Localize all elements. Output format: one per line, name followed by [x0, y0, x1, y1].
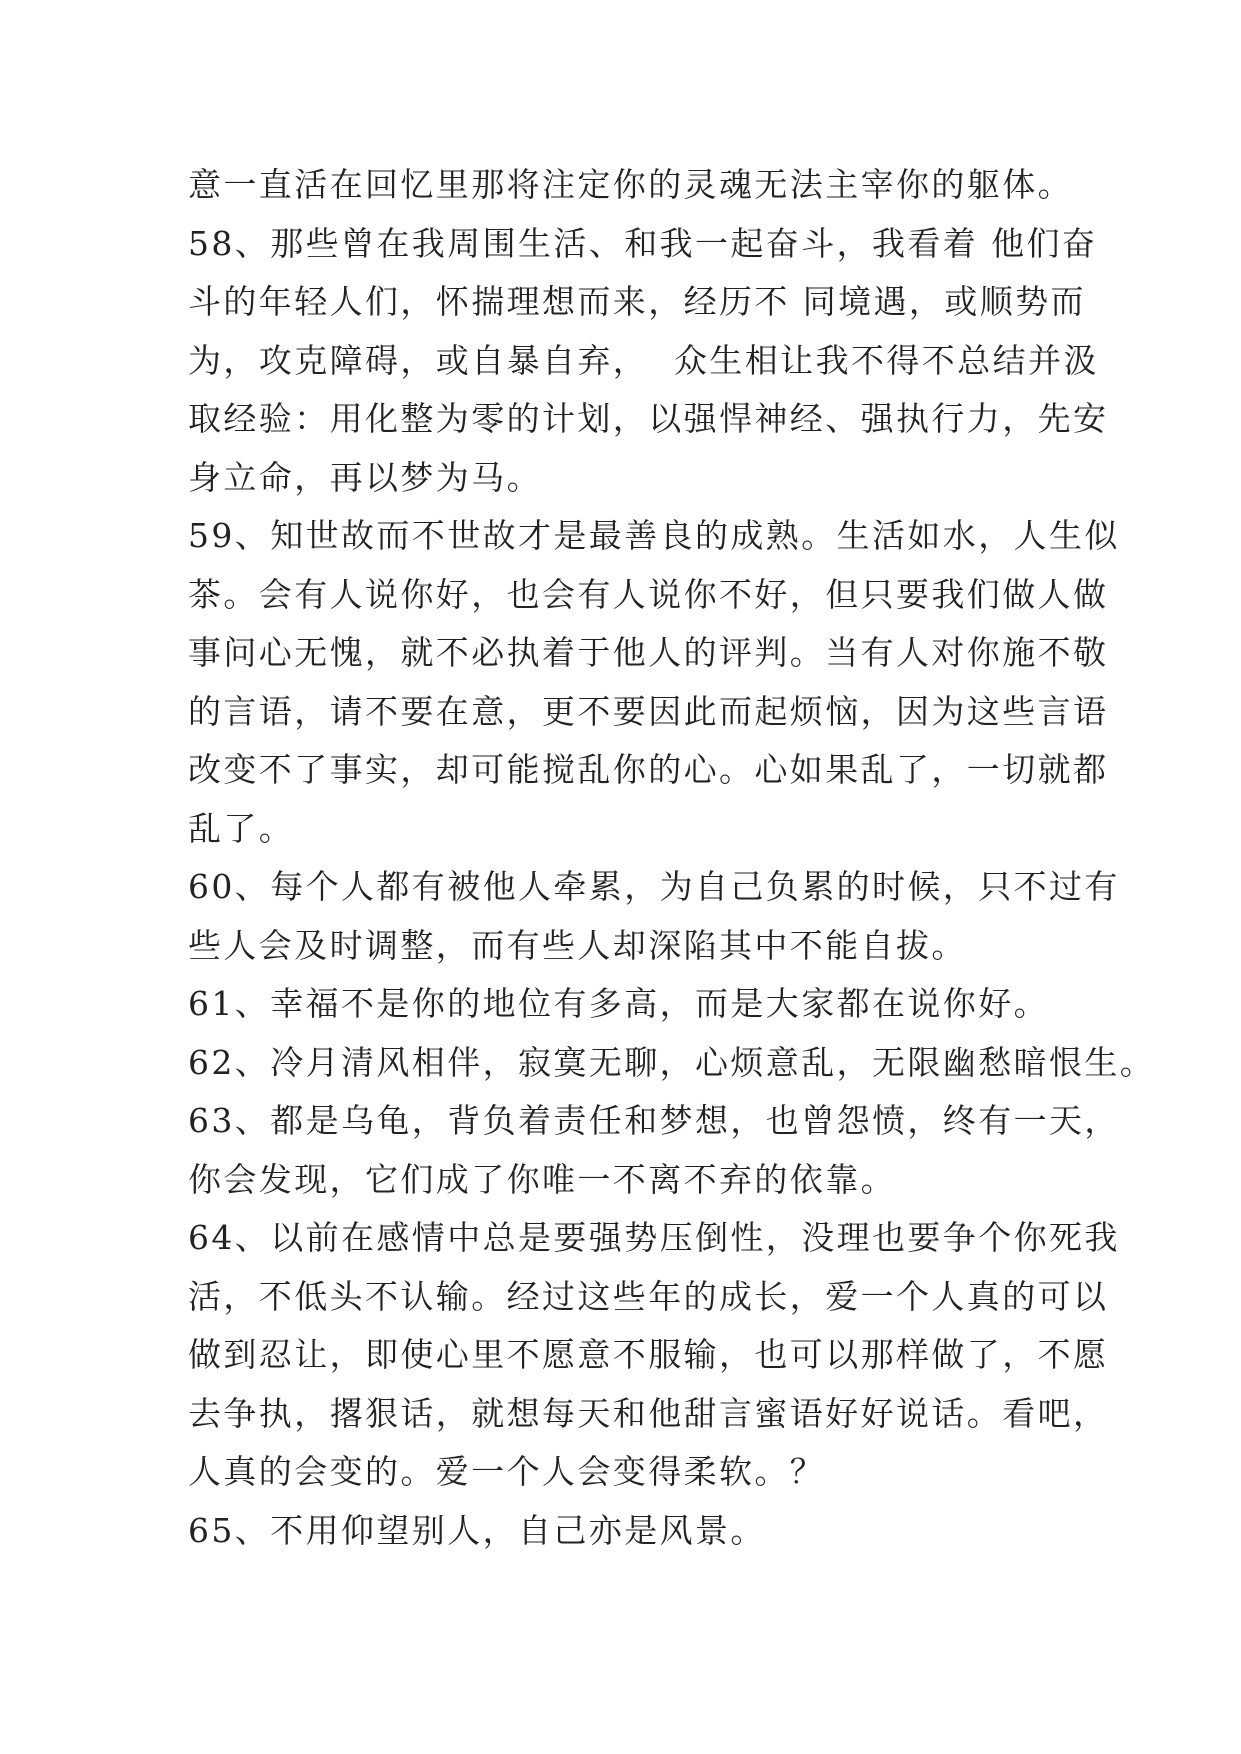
text-line: 乱了。	[188, 808, 295, 848]
text-line: 改变不了事实，却可能搅乱你的心。心如果乱了，一切就都	[188, 750, 1109, 789]
text-line: 去争执，撂狠话，就想每天和他甜言蜜语好好说话。看吧，	[188, 1393, 1109, 1433]
text-line: 身立命，再以梦为马。	[188, 457, 542, 497]
text-line: 的言语，请不要在意，更不要因此而起烦恼，因为这些言语	[188, 691, 1109, 731]
text-line: 人真的会变的。爱一个人会变得柔软。？	[188, 1452, 826, 1491]
text-line: 59、知世故而不世故才是最善良的成熟。生活如水，人生似	[188, 516, 1120, 555]
text-line: 63、都是乌龟，背负着责任和梦想，也曾怨愤，终有一天，	[188, 1101, 1120, 1140]
text-line: 为，攻克障碍，或自暴自弃， 众生相让我不得不总结并汲	[188, 340, 1099, 380]
text-line: 64、以前在感情中总是要强势压倒性，没理也要争个你死我	[188, 1218, 1120, 1257]
text-line: 意一直活在回忆里那将注定你的灵魂无法主宰你的躯体。	[188, 165, 1073, 204]
text-line: 61、幸福不是你的地位有多高，而是大家都在说你好。	[188, 984, 1049, 1023]
text-line: 事问心无愧，就不必执着于他人的评判。当有人对你施不敬	[188, 633, 1109, 672]
text-line: 60、每个人都有被他人牵累，为自己负累的时候，只不过有	[188, 867, 1120, 906]
text-line: 你会发现，它们成了你唯一不离不弃的依靠。	[188, 1159, 896, 1199]
text-line: 斗的年轻人们，怀揣理想而来，经历不 同境遇，或顺势而	[188, 282, 1086, 321]
text-line: 取经验：用化整为零的计划，以强悍神经、强执行力，先安	[188, 399, 1109, 438]
text-line: 62、冷月清风相伴，寂寞无聊，心烦意乱，无限幽愁暗恨生。	[188, 1042, 1156, 1082]
text-line: 些人会及时调整，而有些人却深陷其中不能自拔。	[188, 925, 967, 965]
text-line: 做到忍让，即使心里不愿意不服输，也可以那样做了，不愿	[188, 1335, 1109, 1374]
body-text	[188, 156, 1156, 1560]
text-line: 活，不低头不认输。经过这些年的成长，爱一个人真的可以	[188, 1276, 1109, 1316]
text-line: 58、那些曾在我周围生活、和我一起奋斗，我看着 他们奋	[188, 223, 1098, 263]
text-line: 65、不用仰望别人，自己亦是风景。	[188, 1510, 766, 1550]
text-line: 茶。会有人说你好，也会有人说你不好，但只要我们做人做	[188, 574, 1109, 614]
